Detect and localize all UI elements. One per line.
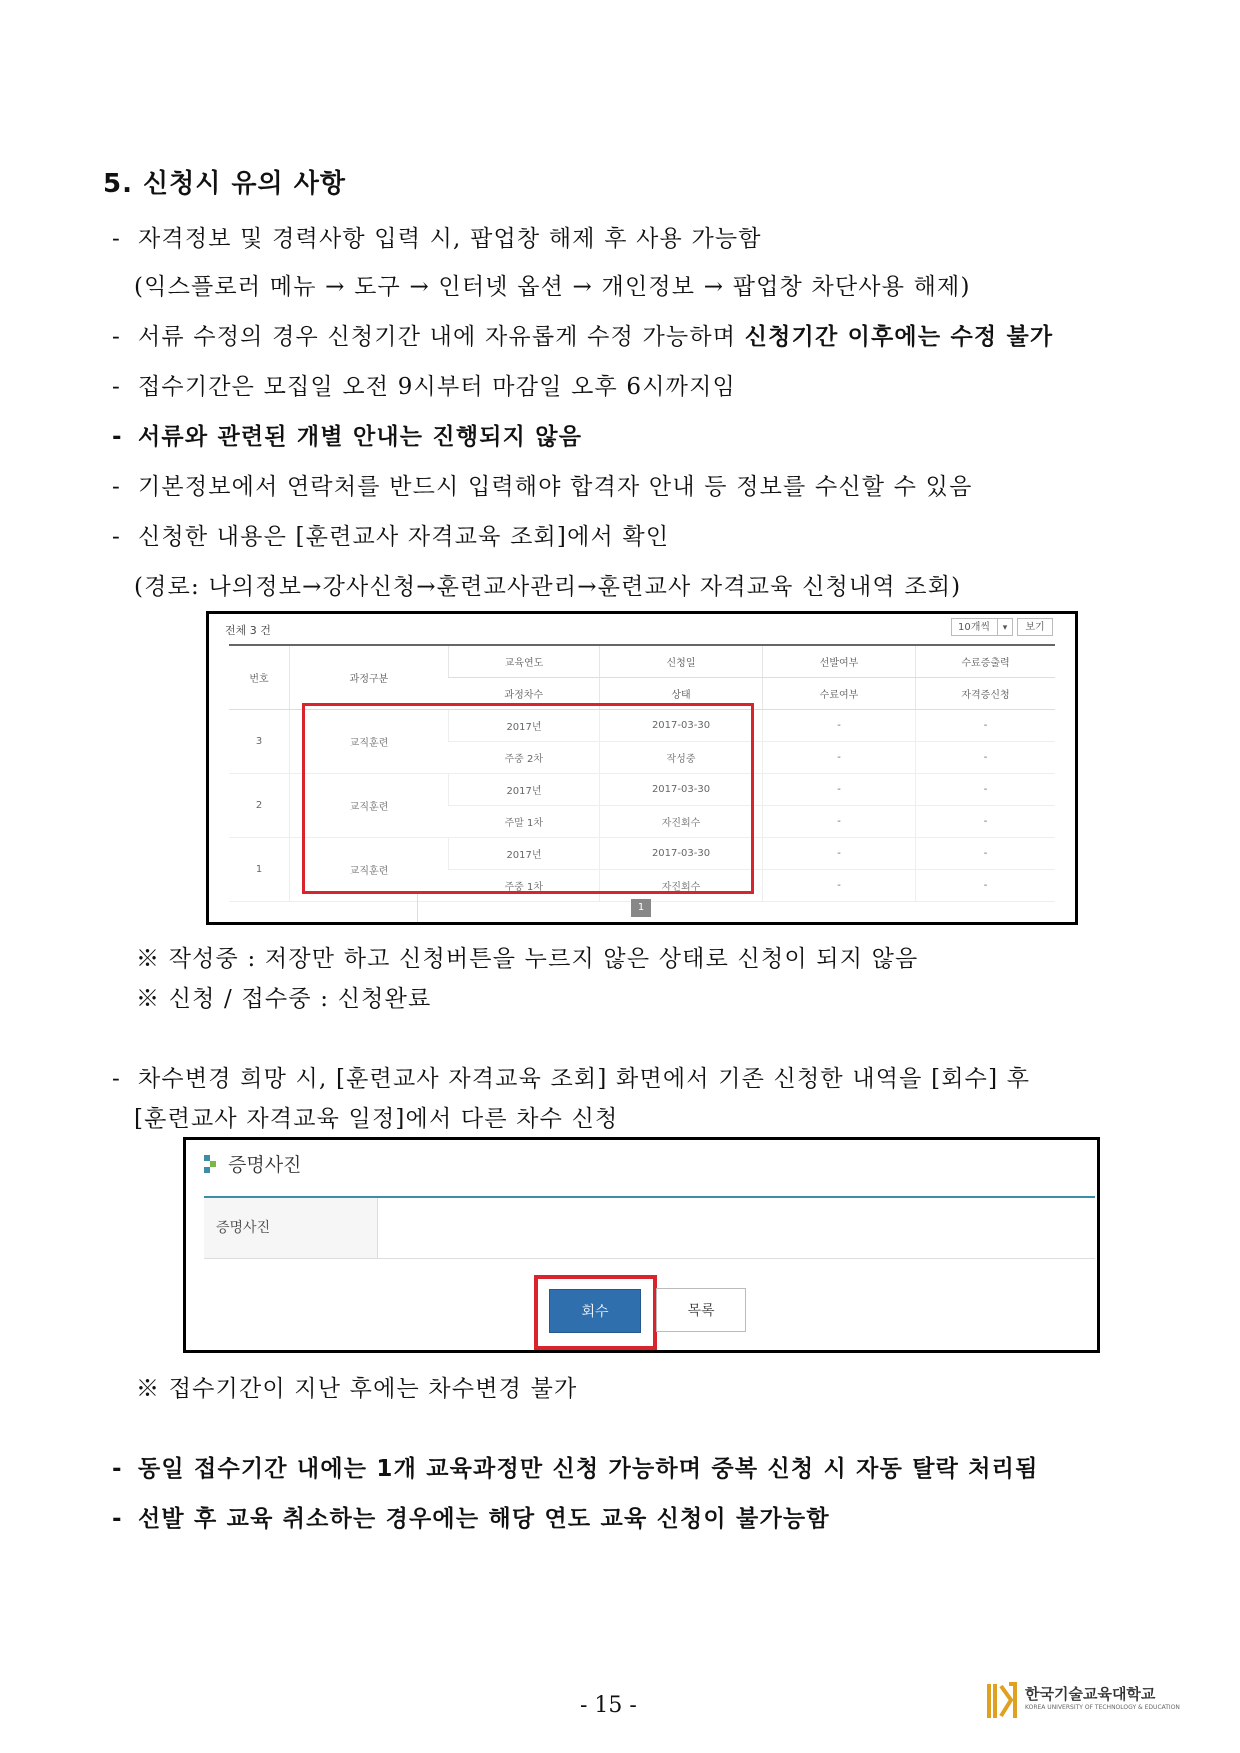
header-course-type: 과정구분 — [290, 645, 449, 710]
table-row[interactable]: 주말 1차 자진회수 - - — [229, 806, 1055, 838]
note-line-bold: - 선발 후 교육 취소하는 경우에는 해당 연도 교육 신청이 불가능함 — [112, 1506, 830, 1532]
university-emblem-icon — [985, 1680, 1019, 1722]
header-cert-print: 수료증출력 — [916, 645, 1056, 678]
note-remark: ※ 작성중 : 저장만 하고 신청버튼을 누르지 않은 상태로 신청이 되지 않음 — [136, 946, 919, 972]
header-status: 상태 — [600, 678, 763, 710]
list-button[interactable]: 목록 — [656, 1288, 746, 1332]
header-apply-date: 신청일 — [600, 645, 763, 678]
note-line-bold: - 동일 접수기간 내에는 1개 교육과정만 신청 가능하며 중복 신청 시 자동 탈락 처리됨 — [112, 1456, 1039, 1482]
recall-screenshot — [183, 1137, 1100, 1353]
note-line: - 기본정보에서 연락처를 반드시 입력해야 합격자 안내 등 정보를 수신할 수 있음 — [112, 474, 973, 500]
university-subtitle: KOREA UNIVERSITY OF TECHNOLOGY & EDUCATION — [1025, 1704, 1180, 1711]
recall-button[interactable]: 회수 — [549, 1289, 641, 1333]
page-size-select[interactable]: 10개씩 ▾ — [951, 618, 1013, 636]
note-line: - 신청한 내용은 [훈련교사 자격교육 조회]에서 확인 — [112, 524, 670, 550]
note-line: - 접수기간은 모집일 오전 9시부터 마감일 오후 6시까지임 — [112, 374, 736, 400]
header-no: 번호 — [229, 645, 290, 710]
header-cert-apply: 자격증신청 — [916, 678, 1056, 710]
table-row[interactable]: 주중 2차 작성중 - - — [229, 742, 1055, 774]
note-remark: ※ 신청 / 접수중 : 신청완료 — [136, 986, 432, 1012]
divider — [417, 894, 418, 922]
page-number: - 15 - — [580, 1693, 637, 1718]
university-name: 한국기술교육대학교 — [1025, 1685, 1156, 1703]
table-row[interactable]: 주중 1차 자진회수 - - — [229, 870, 1055, 902]
photo-label: 증명사진 — [204, 1198, 378, 1258]
highlight-box — [302, 703, 754, 894]
header-edu-year: 교육연도 — [449, 645, 600, 678]
note-line: (경로: 나의정보→강사신청→훈련교사관리→훈련교사 자격교육 신청내역 조회) — [134, 574, 962, 600]
application-list-screenshot — [206, 611, 1078, 925]
header-selected: 선발여부 — [763, 645, 916, 678]
total-count: 전체 3 건 — [225, 624, 271, 637]
note-line: - 서류 수정의 경우 신청기간 내에 자유롭게 수정 가능하며 신청기간 이후에는 수정 불가 — [112, 324, 1054, 350]
section-title: 5. 신청시 유의 사항 — [103, 169, 346, 199]
table-row[interactable]: 2 교직훈련 2017년 2017-03-30 - - — [229, 774, 1055, 806]
note-line: (익스플로러 메뉴 → 도구 → 인터넷 옵션 → 개인정보 → 팝업창 차단사용 해제) — [134, 274, 971, 300]
pagination-page[interactable]: 1 — [631, 899, 651, 917]
note-line-bold: - 서류와 관련된 개별 안내는 진행되지 않음 — [112, 424, 583, 450]
photo-row — [204, 1198, 1095, 1259]
panel-title: 증명사진 — [228, 1154, 302, 1176]
note-line: [훈련교사 자격교육 일정]에서 다른 차수 신청 — [134, 1106, 619, 1132]
table-row[interactable]: 3 교직훈련 2017년 2017-03-30 - - — [229, 710, 1055, 742]
header-completed: 수료여부 — [763, 678, 916, 710]
table-row[interactable]: 1 교직훈련 2017년 2017-03-30 - - — [229, 838, 1055, 870]
note-line: - 자격정보 및 경력사항 입력 시, 팝업창 해제 후 사용 가능함 — [112, 226, 762, 252]
header-course-round: 과정차수 — [449, 678, 600, 710]
chevron-down-icon: ▾ — [997, 619, 1012, 635]
note-remark: ※ 접수기간이 지난 후에는 차수변경 불가 — [136, 1376, 578, 1402]
note-line: - 차수변경 희망 시, [훈련교사 자격교육 조회] 화면에서 기존 신청한 내역을 [회수] 후 — [112, 1066, 1031, 1092]
university-logo — [985, 1678, 1180, 1724]
view-button[interactable]: 보기 — [1017, 618, 1053, 636]
